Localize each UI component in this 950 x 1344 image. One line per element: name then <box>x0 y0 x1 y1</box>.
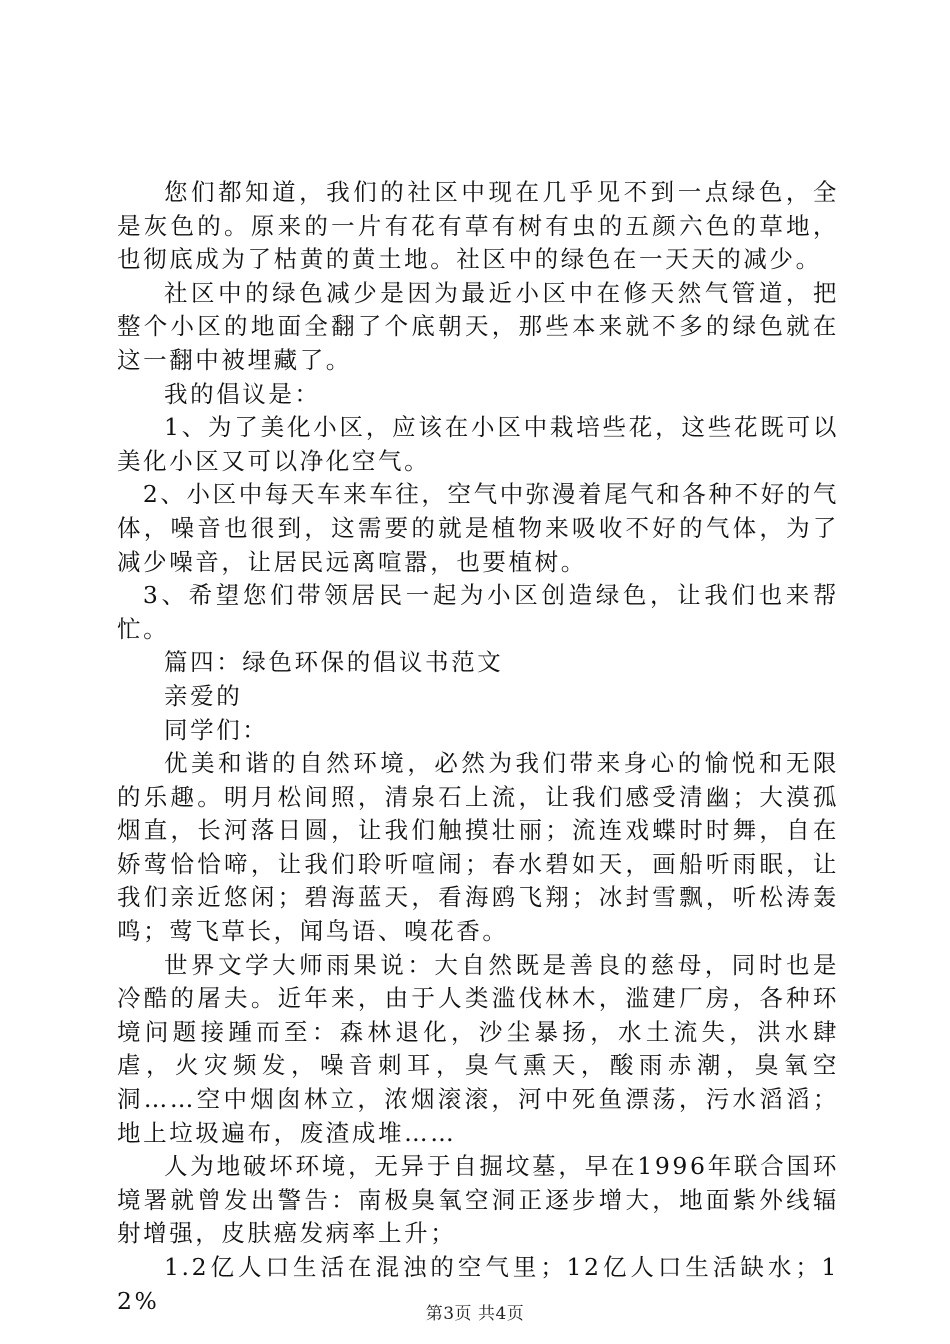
paragraph-proposal-1: 1、为了美化小区，应该在小区中栽培些花，这些花既可以美化小区又可以净化空气。 <box>117 413 839 475</box>
section-heading: 篇四：绿色环保的倡议书范文 <box>164 648 504 677</box>
page-number-footer: 第3页 共4页 <box>425 1304 525 1324</box>
paragraph-proposal-2: 2、小区中每天车来车往，空气中弥漫着尾气和各种不好的气体，噪音也很到，这需要的就是植物来吸收不好的气体，为了减少噪音，让居民远离喧嚣，也要植树。 <box>117 480 839 576</box>
paragraph-unep-warning: 人为地破坏环境，无异于自掘坟墓，早在1996年联合国环境署就曾发出警告：南极臭氧空洞正逐步增大，地面紫外线辐射增强，皮肤癌发病率上升； <box>117 1152 839 1248</box>
salutation-line-1: 亲爱的 <box>164 681 243 710</box>
paragraph-proposal-intro: 我的倡议是： <box>164 379 321 408</box>
paragraph-hugo-quote: 世界文学大师雨果说：大自然既是善良的慈母，同时也是冷酷的屠夫。近年来，由于人类滥伐林木，滥建厂房，各种环境问题接踵而至：森林退化，沙尘暴扬，水土流失，洪水肆虐，火灾频发，噪音刺耳，臭气熏天，酸雨赤潮，臭氧空洞……空中烟囱林立，浓烟滚滚，河中死鱼漂荡，污水滔滔；地上垃圾遍布，废渣成堆…… <box>117 950 839 1147</box>
paragraph-proposal-3: 3、希望您们带领居民一起为小区创造绿色，让我们也来帮忙。 <box>117 581 839 643</box>
paragraph-population-stats: 1.2亿人口生活在混浊的空气里；12亿人口生活缺水；12% <box>117 1253 839 1315</box>
paragraph-gas-pipeline: 社区中的绿色减少是因为最近小区中在修天然气管道，把整个小区的地面全翻了个底朝天，那些本来就不多的绿色就在这一翻中被埋藏了。 <box>117 278 839 374</box>
salutation-line-2: 同学们： <box>164 715 269 744</box>
document-body <box>117 176 839 1318</box>
paragraph-community-gray: 您们都知道，我们的社区中现在几乎见不到一点绿色，全是灰色的。原来的一片有花有草有树有虫的五颜六色的草地，也彻底成为了枯黄的黄土地。社区中的绿色在一天天的减少。 <box>117 178 839 274</box>
paragraph-nature-beauty: 优美和谐的自然环境，必然为我们带来身心的愉悦和无限的乐趣。明月松间照，清泉石上流，让我们感受清幽；大漠孤烟直，长河落日圆，让我们触摸壮丽；流连戏蝶时时舞，自在娇莺恰恰啼，让我们聆听喧闹；春水碧如天，画船听雨眠，让我们亲近悠闲；碧海蓝天，看海鸥飞翔；冰封雪飘，听松涛轰鸣；莺飞草长，闻鸟语、嗅花香。 <box>117 749 839 946</box>
